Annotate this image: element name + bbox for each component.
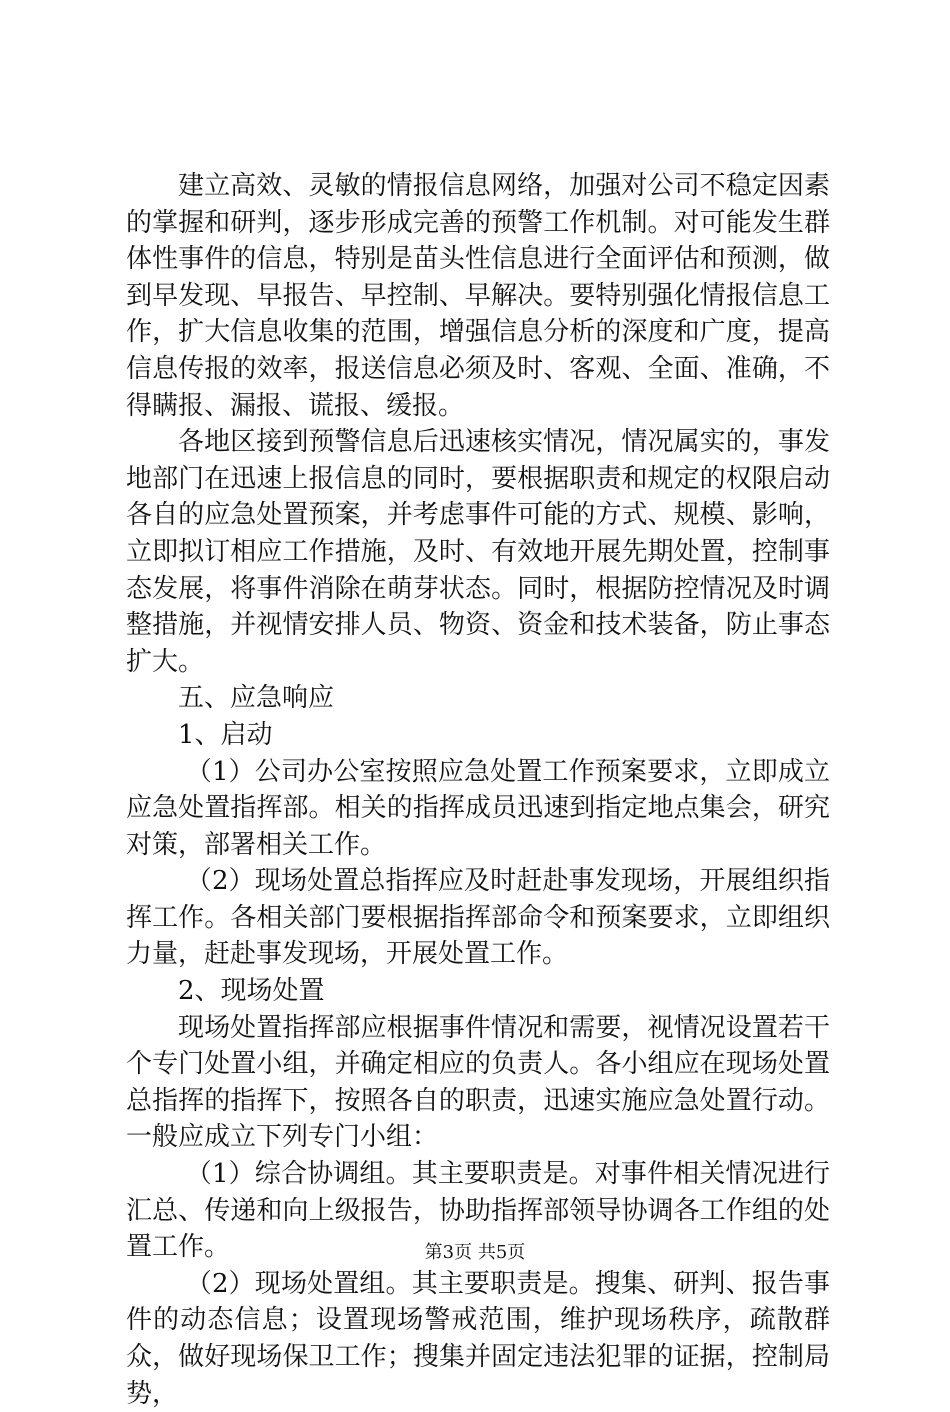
paragraph-regional-response: 各地区接到预警信息后迅速核实情况，情况属实的，事发地部门在迅速上报信息的同时，要根据职责和规定的权限启动各自的应急处置预案，并考虑事件可能的方式、规模、影响，立即拟订相应工作措施，及时、有效地开展先期处置，控制事态发展，将事件消除在萌芽状态。同时，根据防控情况及时调整措施，并视情安排人员、物资、资金和技术装备，防止事态扩大。	[126, 427, 830, 677]
paragraph-intelligence-network: 建立高效、灵敏的情报信息网络，加强对公司不稳定因素的掌握和研判，逐步形成完善的预警工作机制。对可能发生群体性事件的信息，特别是苗头性信息进行全面评估和预测，做到早发现、早报告、早控制、早解决。要特别强化情报信息工作，扩大信息收集的范围，增强信息分析的深度和广度，提高信息传报的效率，报送信息必须及时、客观、全面、准确，不得瞒报、漏报、谎报、缓报。	[126, 171, 830, 421]
subheading-on-site-handling: 2、现场处置	[178, 976, 325, 1007]
list-item-coordination-group: （1）综合协调组。其主要职责是。对事件相关情况进行汇总、传递和向上级报告，协助指挥部领导协调各工作组的处置工作。	[126, 1159, 830, 1263]
page-number-footer: 第3页 共5页	[424, 1242, 526, 1263]
list-item-on-site-group: （2）现场处置组。其主要职责是。搜集、研判、报告事件的动态信息；设置现场警戒范围，维护现场秩序，疏散群众，做好现场保卫工作；搜集并固定违法犯罪的证据，控制局势，	[126, 1268, 830, 1409]
document-body	[126, 168, 830, 1412]
paragraph-on-site-groups: 现场处置指挥部应根据事件情况和需要，视情况设置若干个专门处置小组，并确定相应的负责人。各小组应在现场处置总指挥的指挥下，按照各自的职责，迅速实施应急处置行动。一般应成立下列专门小组：	[126, 1012, 830, 1153]
list-item-activation-2: （2）现场处置总指挥应及时赶赴事发现场，开展组织指挥工作。各相关部门要根据指挥部命令和预案要求，立即组织力量，赶赴事发现场，开展处置工作。	[126, 866, 830, 970]
section-heading-emergency-response: 五、应急响应	[178, 683, 335, 714]
list-item-activation-1: （1）公司办公室按照应急处置工作预案要求，立即成立应急处置指挥部。相关的指挥成员迅速到指定地点集会，研究对策，部署相关工作。	[126, 756, 830, 860]
subheading-activation: 1、启动	[178, 719, 273, 750]
